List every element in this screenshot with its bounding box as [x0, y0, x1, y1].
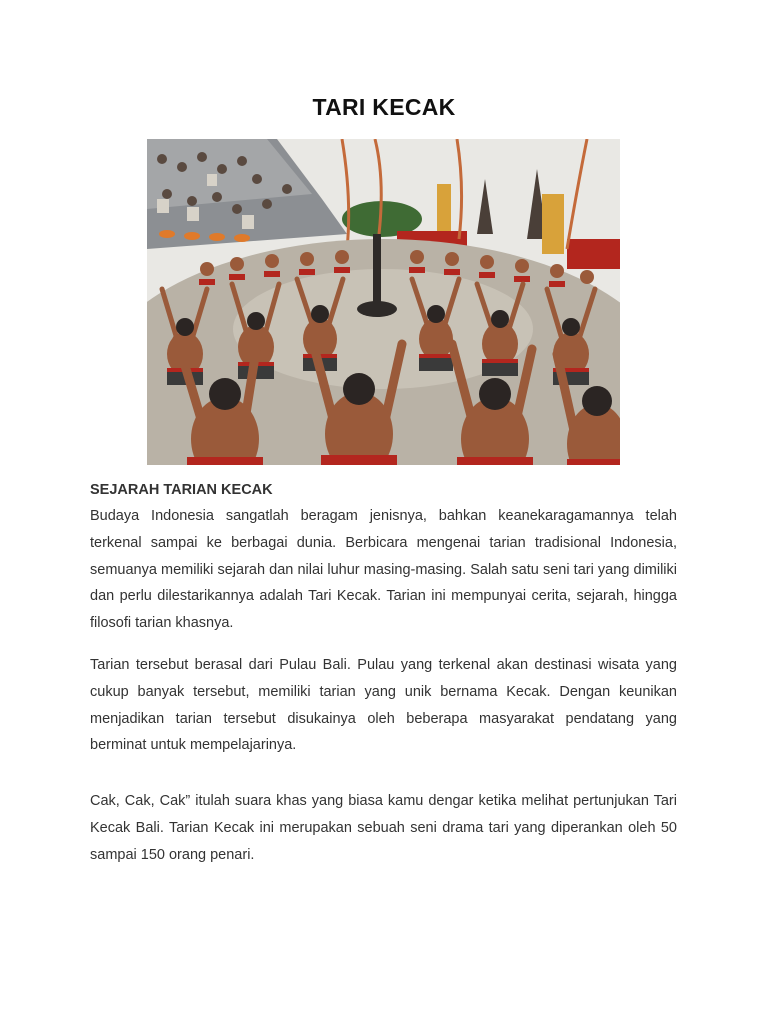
- page-title: TARI KECAK: [312, 94, 456, 120]
- paragraph-1: Budaya Indonesia sangatlah beragam jenisnya, bahkan keanekaragamannya telah terkenal sampai ke berbagai dunia. Berbicara mengenai tarian tradisional Indonesia, semuanya memiliki sejarah dan nilai luhur masing-masing. Salah satu seni tari yang dimiliki dan perlu dilestarikannya adalah Tari Kecak. Tarian ini mempunyai cerita, sejarah, hingga filosofi tarian khasnya.: [90, 508, 677, 632]
- kecak-dance-photo: [147, 139, 620, 465]
- section-heading: SEJARAH TARIAN KECAK: [90, 482, 273, 498]
- paragraph-2: Tarian tersebut berasal dari Pulau Bali. Pulau yang terkenal akan destinasi wisata yang cukup banyak tersebut, memiliki tarian yang unik bernama Kecak. Dengan keunikan menjadikan tarian tersebut disukainya oleh beberapa masyarakat pendatang yang berminat untuk mempelajarinya.: [90, 657, 677, 754]
- paragraph-3: Cak, Cak, Cak” itulah suara khas yang biasa kamu dengar ketika melihat pertunjukan Tari Kecak Bali. Tarian Kecak ini merupakan sebuah seni drama tari yang diperankan oleh 50 sampai 150 orang penari.: [90, 793, 677, 863]
